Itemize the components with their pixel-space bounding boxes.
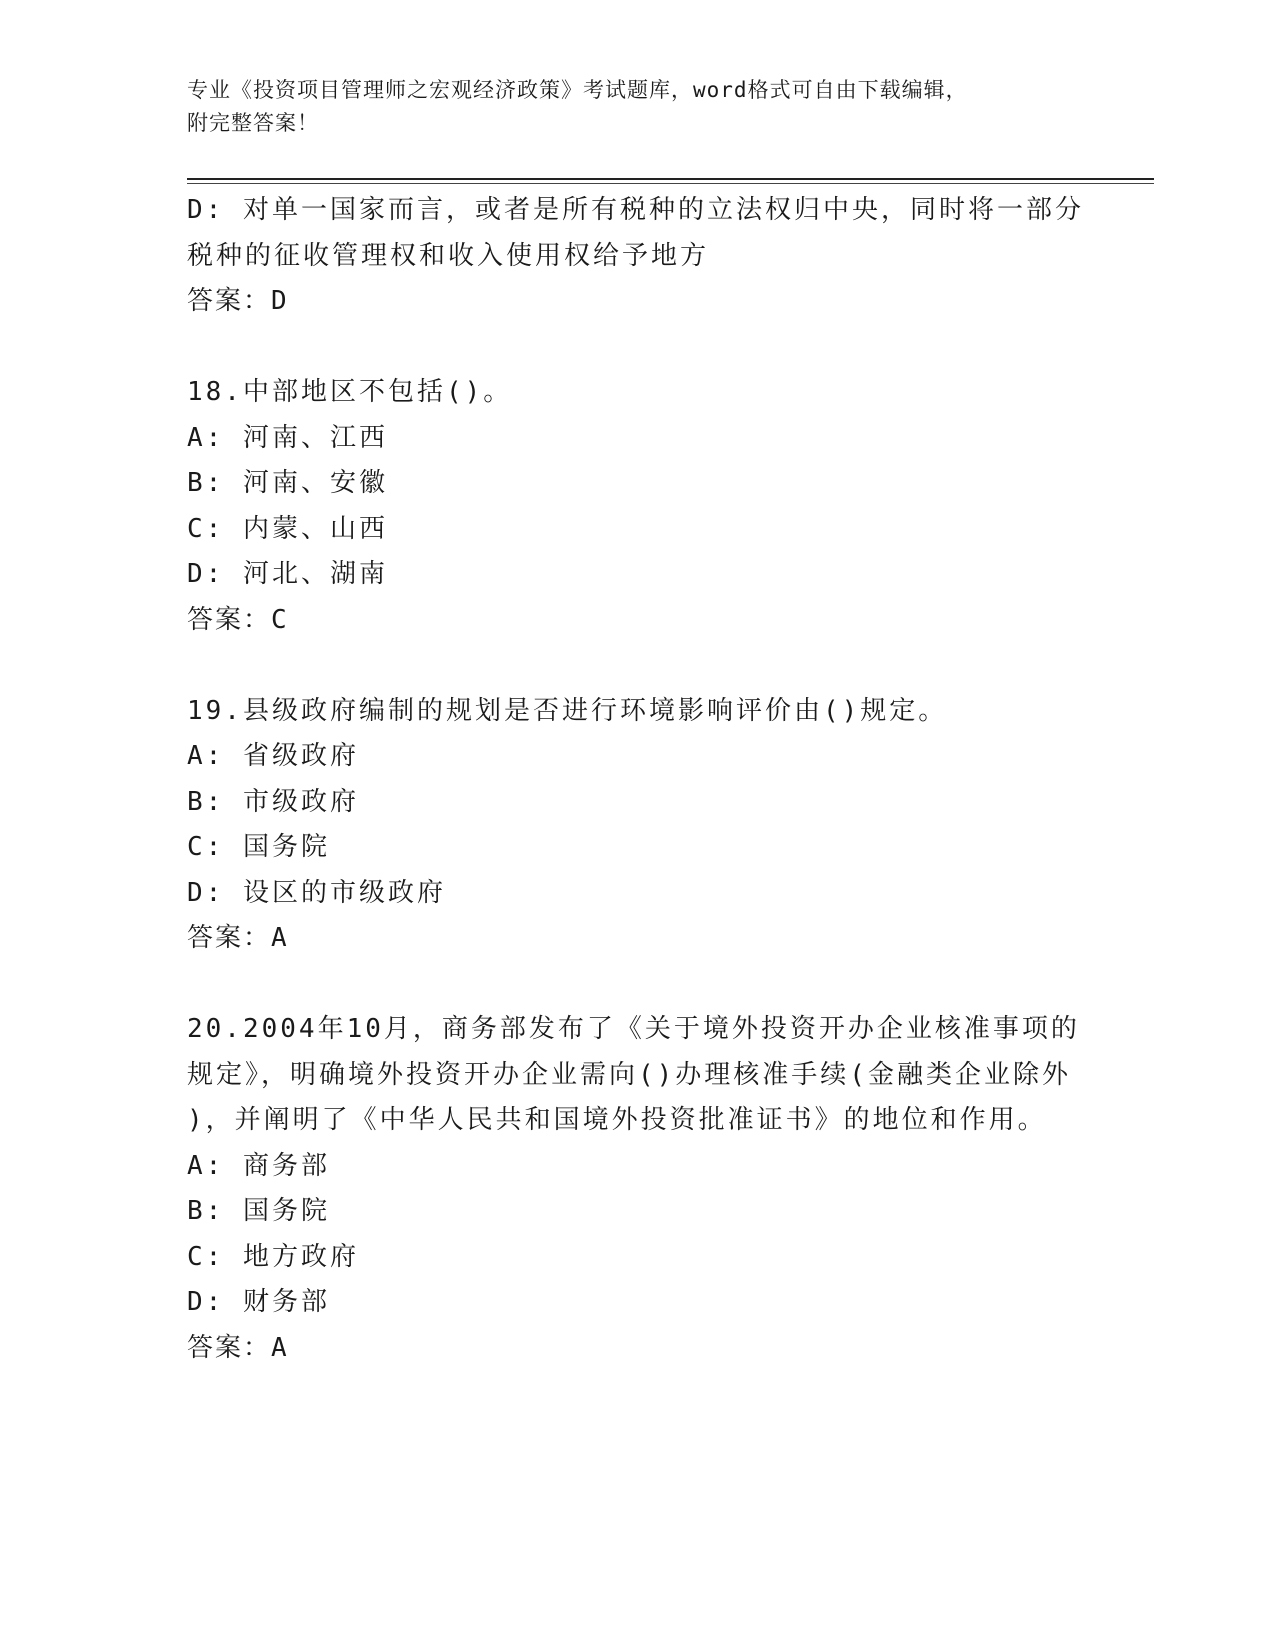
question-spacer bbox=[187, 325, 1087, 371]
question-stem: 19.县级政府编制的规划是否进行环境影响评价由()规定。 bbox=[187, 695, 948, 726]
option-c: C: 国务院 bbox=[187, 832, 330, 862]
answer-value: C bbox=[271, 604, 289, 635]
carryover-option-d-line-2: 税种的征收管理权和收入使用权给予地方 bbox=[187, 240, 710, 271]
question-spacer bbox=[187, 643, 1087, 689]
option-d: D: 河北、湖南 bbox=[187, 559, 388, 589]
header-divider-thin bbox=[187, 183, 1154, 184]
header-line-2: 附完整答案！ bbox=[187, 111, 319, 135]
question-19 bbox=[187, 689, 1087, 962]
option-a: A: 省级政府 bbox=[187, 741, 359, 771]
document-header bbox=[187, 74, 1077, 140]
answer-label: 答案： bbox=[187, 286, 272, 316]
answer-value: D bbox=[271, 286, 289, 316]
question-stem: 18.中部地区不包括()。 bbox=[187, 377, 513, 407]
option-b: B: 河南、安徽 bbox=[187, 468, 388, 498]
answer bbox=[187, 1326, 1087, 1372]
question-stem-line-1: 20.2004年10月，商务部发布了《关于境外投资开办企业核准事项的 bbox=[187, 1014, 1080, 1044]
answer-label: 答案： bbox=[187, 1332, 272, 1363]
option-c: C: 地方政府 bbox=[187, 1241, 359, 1272]
question-stem-line-2: 规定》，明确境外投资开办企业需向()办理核准手续(金融类企业除外 bbox=[187, 1059, 1071, 1090]
option-d: D: 财务部 bbox=[187, 1287, 330, 1317]
header-divider-thick bbox=[187, 178, 1154, 180]
option-a: A: 河南、江西 bbox=[187, 422, 388, 453]
header-line-1: 专业《投资项目管理师之宏观经济政策》考试题库，word格式可自由下载编辑， bbox=[187, 78, 968, 102]
answer-label: 答案： bbox=[187, 923, 272, 953]
answer-value: A bbox=[271, 1332, 289, 1363]
answer bbox=[187, 916, 1087, 962]
option-b: B: 国务院 bbox=[187, 1196, 330, 1226]
option-c: C: 内蒙、山西 bbox=[187, 513, 388, 544]
answer-label: 答案： bbox=[187, 604, 272, 635]
question-list bbox=[187, 188, 1087, 1371]
answer bbox=[187, 598, 1087, 644]
option-d: D: 设区的市级政府 bbox=[187, 877, 446, 908]
question-20 bbox=[187, 1007, 1087, 1371]
question-stem-line-3: )，并阐明了《中华人民共和国境外投资批准证书》的地位和作用。 bbox=[187, 1105, 1047, 1135]
question-spacer bbox=[187, 962, 1087, 1008]
option-b: B: 市级政府 bbox=[187, 786, 359, 817]
answer-value: A bbox=[271, 923, 289, 953]
question-18 bbox=[187, 370, 1087, 643]
option-a: A: 商务部 bbox=[187, 1150, 330, 1181]
carryover-answer bbox=[187, 279, 1087, 325]
carryover-option-d-line-1: D: 对单一国家而言，或者是所有税种的立法权归中央，同时将一部分 bbox=[187, 195, 1084, 225]
